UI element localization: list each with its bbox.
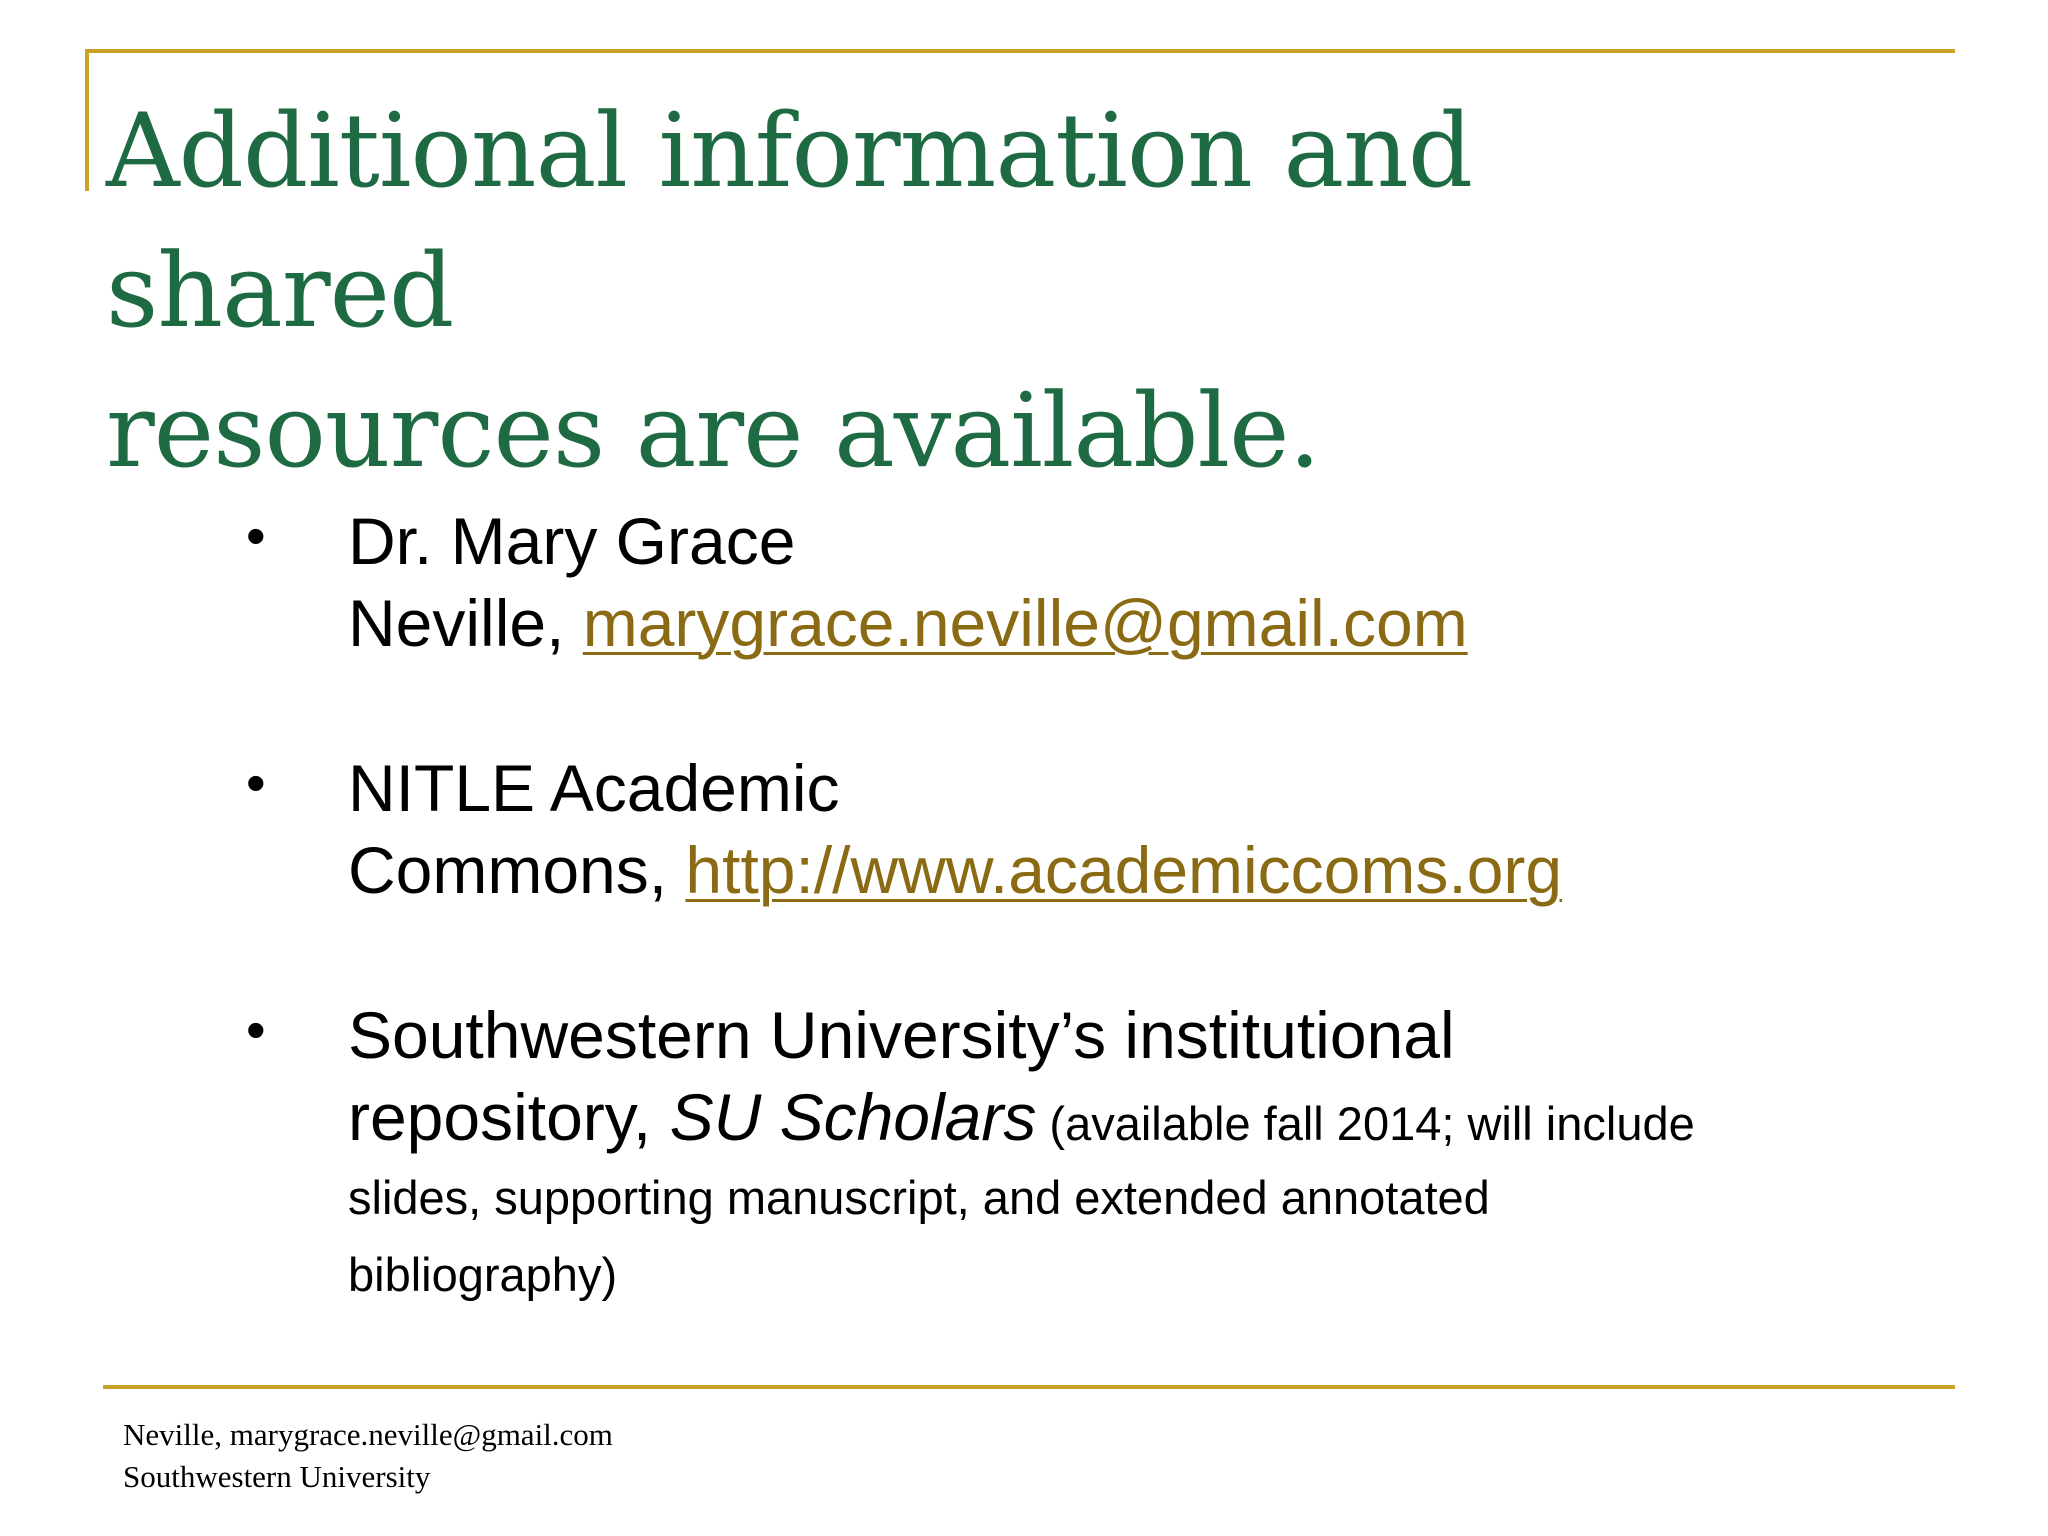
bullet-icon: • (246, 751, 266, 814)
email-link[interactable]: marygrace.neville@gmail.com (582, 586, 1468, 660)
bullet-line-1: Southwestern University’s institutional (348, 998, 1455, 1072)
footer-line-2: Southwestern University (123, 1459, 431, 1494)
bullet-line-2 (348, 582, 1828, 664)
left-rule (85, 49, 89, 191)
bullet-line-3: slides, supporting manuscript, and extended annotated (348, 1171, 1490, 1224)
footer-line-1: Neville, marygrace.neville@gmail.com (123, 1417, 613, 1452)
title-line-1: Additional information and shared (106, 92, 1473, 351)
bullet-text (348, 747, 1828, 911)
footer (123, 1414, 613, 1498)
title-line-2: resources are available. (106, 372, 1320, 491)
bullet-line-1: Dr. Mary Grace (348, 504, 796, 578)
bullet-icon: • (246, 504, 266, 567)
bullet-icon: • (246, 998, 266, 1061)
bullet-prefix: Commons, (348, 833, 686, 907)
top-rule (85, 49, 1955, 53)
bullet-line-1: NITLE Academic (348, 751, 840, 825)
bullet-prefix: Neville, (348, 586, 583, 660)
bullet-line-4: bibliography) (348, 1248, 618, 1301)
bullet-prefix: repository, (348, 1080, 670, 1154)
bullet-line-2 (348, 829, 1828, 911)
bullet-text (348, 994, 1828, 1319)
bullet-line-2 (348, 1076, 1828, 1165)
repository-name: SU Scholars (669, 1080, 1037, 1154)
bullet-text (348, 500, 1828, 664)
website-link[interactable]: http://www.academiccoms.org (685, 833, 1563, 907)
slide-title (106, 82, 1806, 502)
bottom-rule (103, 1385, 1955, 1389)
availability-note: (available fall 2014; will include (1036, 1097, 1695, 1150)
